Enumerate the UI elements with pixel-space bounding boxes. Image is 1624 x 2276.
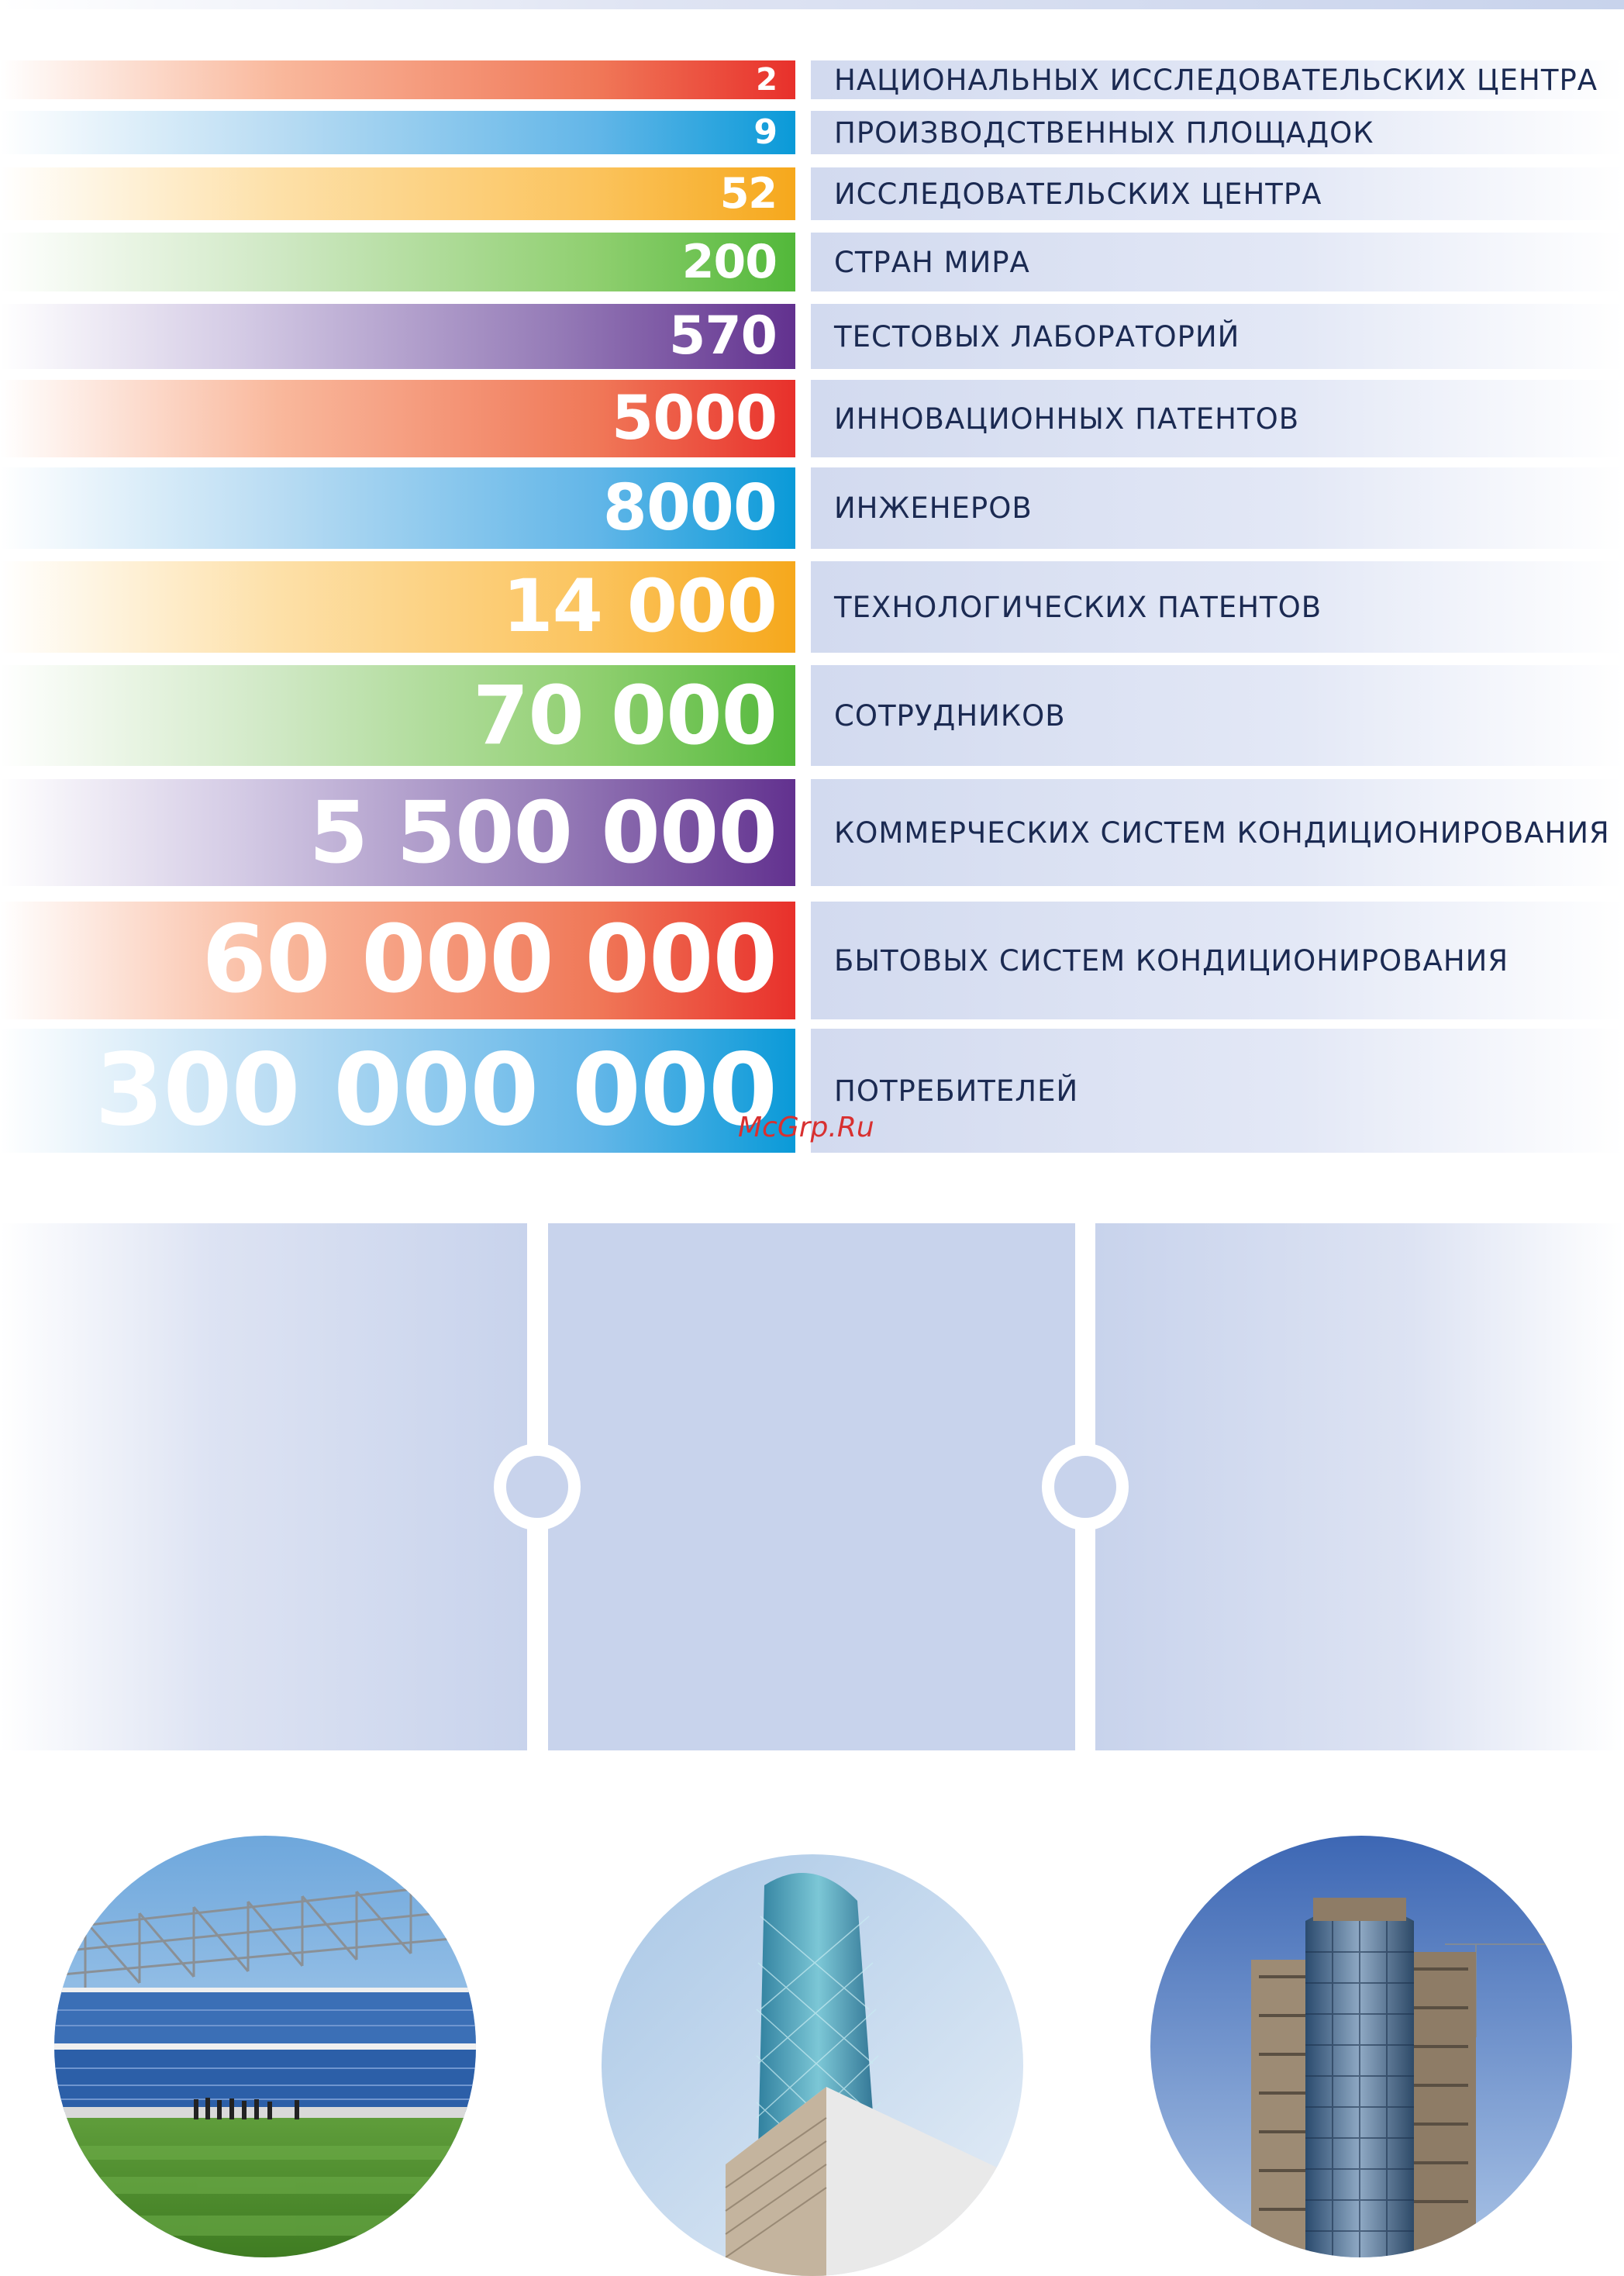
stat-label: БЫТОВЫХ СИСТЕМ КОНДИЦИОНИРОВАНИЯ [834, 943, 1509, 978]
stat-row [0, 304, 1624, 369]
high-rise-building-photo [1150, 1836, 1572, 2257]
stat-label: КОММЕРЧЕСКИХ СИСТЕМ КОНДИЦИОНИРОВАНИЯ [834, 816, 1610, 850]
stat-row [0, 111, 1624, 154]
stadium-photo [54, 1836, 476, 2257]
info-panel-right [1095, 1223, 1624, 1750]
stat-row [0, 902, 1624, 1019]
stat-label: ПОТРЕБИТЕЛЕЙ [834, 1074, 1079, 1108]
stat-value: 70 000 [0, 665, 795, 766]
stat-row [0, 561, 1624, 653]
stat-label: ИНЖЕНЕРОВ [834, 491, 1033, 525]
stat-value: 60 000 000 [0, 902, 795, 1019]
stat-row [0, 779, 1624, 886]
stat-label-panel [811, 167, 1624, 220]
stat-value: 9 [0, 111, 795, 154]
stat-label: ТЕХНОЛОГИЧЕСКИХ ПАТЕНТОВ [834, 590, 1322, 624]
stat-value: 200 [0, 233, 795, 291]
stat-value: 8000 [0, 467, 795, 549]
stat-label-panel [811, 304, 1624, 369]
top-rule [0, 0, 1624, 9]
stat-row [0, 665, 1624, 766]
stat-row [0, 167, 1624, 220]
stat-label: СТРАН МИРА [834, 245, 1030, 279]
stat-label-panel [811, 561, 1624, 653]
connector-circle-left [494, 1443, 581, 1530]
stat-value: 2 [0, 60, 795, 99]
stat-label-panel [811, 233, 1624, 291]
stat-label: СОТРУДНИКОВ [834, 698, 1066, 733]
stat-row [0, 467, 1624, 549]
stat-label: ПРОИЗВОДСТВЕННЫХ ПЛОЩАДОК [834, 116, 1374, 150]
stat-label-panel [811, 1029, 1624, 1153]
stat-label-panel [811, 665, 1624, 766]
stat-value: 570 [0, 304, 795, 369]
connector-circle-right [1042, 1443, 1129, 1530]
stat-label: ИССЛЕДОВАТЕЛЬСКИХ ЦЕНТРА [834, 177, 1322, 211]
stat-label: ТЕСТОВЫХ ЛАБОРАТОРИЙ [834, 319, 1240, 353]
glass-tower-photo [602, 1854, 1023, 2276]
stat-label-panel [811, 467, 1624, 549]
stat-label: НАЦИОНАЛЬНЫХ ИССЛЕДОВАТЕЛЬСКИХ ЦЕНТРА [834, 63, 1598, 97]
stat-row [0, 233, 1624, 291]
stat-row [0, 380, 1624, 457]
stat-label-panel [811, 380, 1624, 457]
stat-label: ИННОВАЦИОННЫХ ПАТЕНТОВ [834, 402, 1300, 436]
info-panel-middle [548, 1223, 1075, 1750]
info-panel-left [0, 1223, 527, 1750]
stat-value: 300 000 000 [0, 1029, 795, 1153]
stat-label-panel [811, 111, 1624, 154]
stat-label-panel [811, 60, 1624, 99]
stat-row [0, 60, 1624, 99]
watermark: McGrp.Ru [738, 1112, 874, 1143]
stat-value: 14 000 [0, 561, 795, 653]
stat-label-panel [811, 779, 1624, 886]
stat-value: 52 [0, 167, 795, 220]
stat-label-panel [811, 902, 1624, 1019]
stat-value: 5 500 000 [0, 779, 795, 886]
stat-value: 5000 [0, 380, 795, 457]
